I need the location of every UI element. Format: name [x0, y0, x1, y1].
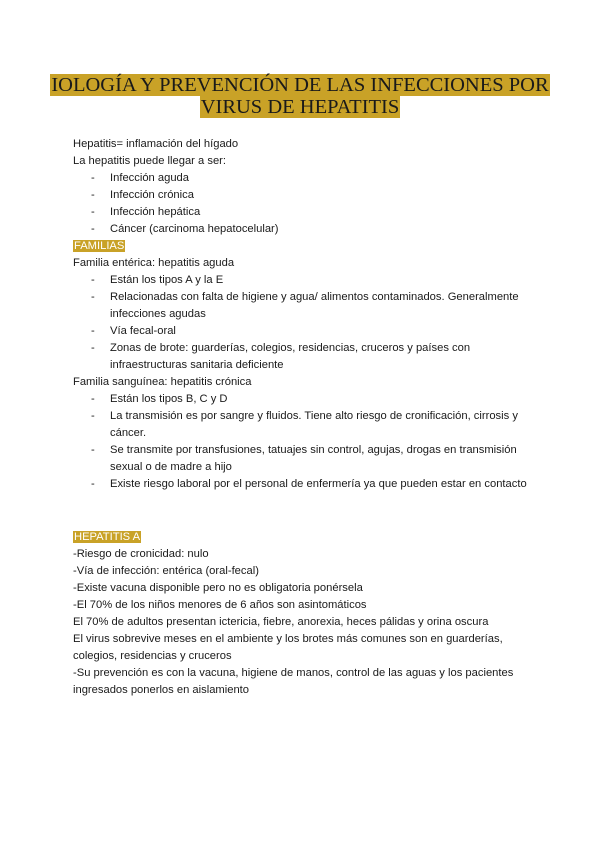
hepatitis-a-line: -Existe vacuna disponible pero no es obligatoria ponérsela	[73, 582, 363, 594]
familia-enterica-label: Familia entérica: hepatitis aguda	[73, 257, 235, 269]
list-item: - La transmisión es por sangre y fluidos. Tiene alto riesgo de cronificación, cirrosis y cáncer.	[73, 408, 543, 442]
intro-lead: La hepatitis puede llegar a ser:	[73, 155, 226, 167]
list-item: - Zonas de brote: guarderías, colegios, residencias, cruceros y países con infraestructuras sanitaria deficiente	[73, 340, 543, 374]
list-item: - Infección crónica	[73, 187, 543, 204]
hepatitis-a-line: El virus sobrevive meses en el ambiente y los brotes más comunes son en guarderías, colegios, residencias y cruceros	[73, 633, 503, 662]
hepatitis-a-line: -Su prevención es con la vacuna, higiene de manos, control de las aguas y los pacientes ingresados ponerlos en aislamiento	[73, 667, 514, 696]
hepatitis-a-line: El 70% de adultos presentan ictericia, fiebre, anorexia, heces pálidas y orina oscura	[73, 616, 489, 628]
list-item: - Infección hepática	[73, 204, 543, 221]
list-item: - Existe riesgo laboral por el personal de enfermería ya que pueden estar en contacto	[73, 476, 543, 493]
familia-sanguinea-label: Familia sanguínea: hepatitis crónica	[73, 376, 252, 388]
document-title	[0, 74, 600, 118]
familia-sanguinea-list	[73, 391, 543, 493]
intro-list	[73, 170, 543, 238]
list-item: - Se transmite por transfusiones, tatuajes sin control, agujas, drogas en transmisión sexual o de madre a hijo	[73, 442, 543, 476]
title-line-1: IOLOGÍA Y PREVENCIÓN DE LAS INFECCIONES POR	[51, 74, 549, 96]
familias-heading: FAMILIAS	[74, 240, 125, 252]
hepatitis-a-line: -El 70% de los niños menores de 6 años son asintomáticos	[73, 599, 367, 611]
list-item: - Cáncer (carcinoma hepatocelular)	[73, 221, 543, 238]
familia-enterica-list	[73, 272, 543, 374]
document-body	[73, 136, 543, 699]
hepatitis-a-line: -Vía de infección: entérica (oral-fecal)	[73, 565, 259, 577]
list-item: - Vía fecal-oral	[73, 323, 543, 340]
list-item: - Están los tipos B, C y D	[73, 391, 543, 408]
list-item: - Relacionadas con falta de higiene y agua/ alimentos contaminados. Generalmente infecciones agudas	[73, 289, 543, 323]
hepatitis-a-line: -Riesgo de cronicidad: nulo	[73, 548, 209, 560]
hepatitis-a-heading: HEPATITIS A	[74, 531, 141, 543]
list-item: - Están los tipos A y la E	[73, 272, 543, 289]
definition-text: Hepatitis= inflamación del hígado	[73, 138, 239, 150]
list-item: - Infección aguda	[73, 170, 543, 187]
title-line-2: VIRUS DE HEPATITIS	[200, 96, 400, 118]
